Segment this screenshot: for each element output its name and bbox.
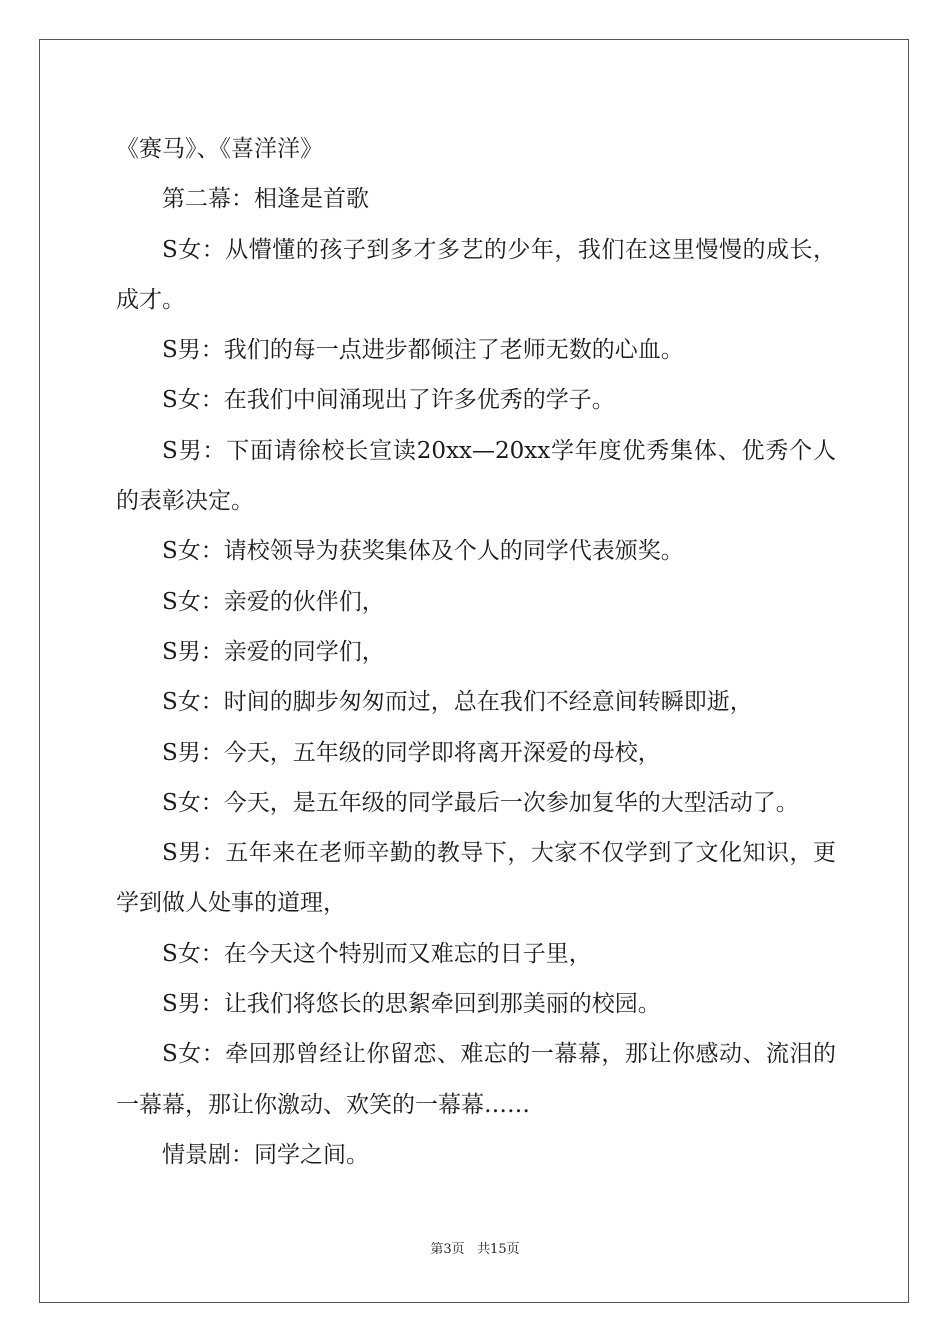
- paragraph: S男：下面请徐校长宣读20xx—20xx学年度优秀集体、优秀个人的表彰决定。: [116, 437, 836, 515]
- paragraph: S女：在我们中间涌现出了许多优秀的学子。: [162, 387, 615, 414]
- paragraph: 《赛马》、《喜洋洋》: [116, 136, 323, 162]
- document-body: [116, 124, 836, 1180]
- paragraph: S女：在今天这个特别而又难忘的日子里，: [162, 940, 592, 967]
- paragraph: S男：让我们将悠长的思絮牵回到那美丽的校园。: [162, 991, 661, 1018]
- paragraph: S男：我们的每一点进步都倾注了老师无数的心血。: [162, 337, 684, 364]
- paragraph: S女：牵回那曾经让你留恋、难忘的一幕幕，那让你感动、流泪的一幕幕，那让你激动、欢笑的一幕幕……: [116, 1041, 836, 1118]
- page-number: 第3页 共15页: [430, 1242, 520, 1257]
- paragraph: S女：今天，是五年级的同学最后一次参加复华的大型活动了。: [162, 789, 799, 816]
- paragraph: S男：五年来在老师辛勤的教导下，大家不仅学到了文化知识，更学到做人处事的道理，: [116, 840, 836, 917]
- paragraph: S女：亲爱的伙伴们，: [162, 588, 385, 615]
- paragraph: 第二幕：相逢是首歌: [162, 186, 369, 213]
- paragraph: S女：请校领导为获奖集体及个人的同学代表颁奖。: [162, 538, 684, 565]
- paragraph: 情景剧：同学之间。: [162, 1141, 369, 1168]
- page-footer: [0, 1238, 950, 1257]
- paragraph: S女：时间的脚步匆匆而过，总在我们不经意间转瞬即逝，: [162, 689, 753, 716]
- paragraph: S男：今天，五年级的同学即将离开深爱的母校，: [162, 739, 661, 766]
- paragraph: S女：从懵懂的孩子到多才多艺的少年，我们在这里慢慢的成长，成才。: [116, 236, 836, 313]
- paragraph: S男：亲爱的同学们，: [162, 638, 385, 665]
